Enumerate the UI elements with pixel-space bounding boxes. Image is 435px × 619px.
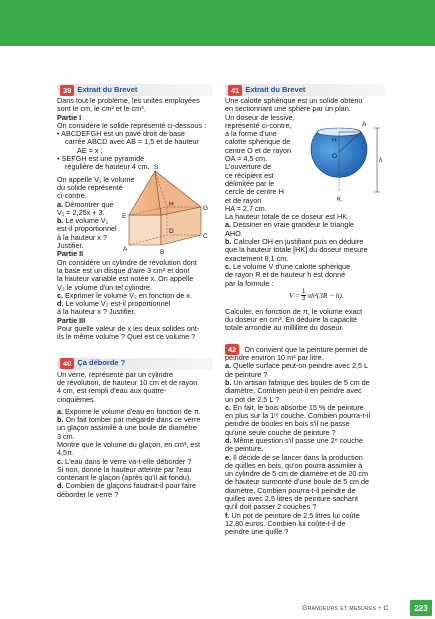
text-line: cinquièmes. (57, 394, 96, 404)
question-text: Même question s'il passe une 2ᵉ couche (231, 435, 363, 445)
text-line: 12,80 euros. Combien lui coûte-t-il de (225, 518, 346, 528)
vertex-label-c: C (203, 233, 208, 240)
question-label: f. (225, 510, 230, 520)
footer-separator: • (378, 605, 382, 612)
text-line: On convient que la peinture permet de (242, 344, 368, 354)
part-heading: Partie II (57, 249, 84, 259)
text-line: un pot de 2,5 L ? (225, 394, 280, 404)
text-line: Montre que le volume du glaçon, en cm³, est (57, 439, 201, 449)
question-label: d. (57, 299, 64, 309)
question-label: d. (225, 435, 232, 445)
text-line: la hauteur variable est notée x. On appelle (57, 274, 194, 284)
part-heading: Partie III (57, 315, 86, 325)
question-text: Calculer OH en justifiant puis en déduire (231, 237, 364, 247)
text-line: de révolution, de hauteur 10 cm et de rayon (57, 377, 198, 387)
text-line: déborder le verre ? (57, 489, 119, 499)
text-line: Justifier. (57, 241, 84, 251)
question-label: c. (57, 456, 64, 466)
text-line: un glaçon assimilé à une boule de diamètre (57, 423, 197, 433)
text-line: quilles avec 2,5 litres de peinture sachant (225, 494, 358, 504)
text-line: à la hauteur x ? (57, 232, 107, 242)
text-line: On considère le solide représenté ci-dessous : (57, 120, 207, 130)
text-line: carrée ABCD avec AB = 1,5 et de hauteur (65, 137, 200, 147)
text-line: peindre environ 10 m² par litre. (225, 353, 324, 363)
text-line: qu'il doit passer 2 couches ? (225, 502, 317, 512)
vertex-label-a: A (123, 246, 128, 253)
question-label: c. (57, 290, 64, 300)
question-text: On fait tomber par mégarde dans ce verre (63, 415, 201, 425)
exercise-number: 41 (228, 85, 242, 96)
text-line: HA = 2,7 cm. (225, 203, 267, 213)
text-line: On considère un cylindre de révolution dont (57, 257, 197, 267)
question-text: Combien de glaçons faudrait-il pour faire (63, 481, 197, 491)
vertex-label-b: B (160, 249, 165, 256)
spacer (57, 342, 213, 350)
question-label: a. (57, 199, 64, 209)
spherical-cap-figure (305, 114, 385, 204)
solid-figure-svg (121, 163, 209, 258)
text-line: par la formule : (225, 278, 274, 288)
exercise-40-header (57, 358, 213, 370)
exercise-number: 39 (60, 85, 74, 96)
point-label-o: O (332, 153, 338, 160)
text-line: calotte sphérique de (225, 137, 291, 147)
fraction-denominator: 3 (302, 296, 306, 303)
text-line: a la forme d'une (225, 129, 277, 139)
text-line: en plus sur la 1ʳᵉ couche. Combien pourra-t-il (225, 411, 371, 421)
text-line: centre O et de rayon (225, 145, 292, 155)
question-label: b. (57, 216, 64, 226)
question-label: c. (225, 261, 232, 271)
question-label: b. (225, 377, 232, 387)
exercise-title: Extrait du Brevet (77, 84, 138, 94)
solid-figure (121, 163, 209, 258)
formula-lhs: V = (289, 291, 301, 300)
text-line: Un doseur de lessive, (225, 112, 295, 122)
text-line: du solide représenté (57, 182, 123, 192)
question-label: a. (225, 220, 232, 230)
spherical-cap-svg (305, 114, 385, 204)
text-line: ci-contre. (57, 191, 87, 201)
text-line: ils le même volume ? Quel est ce volume ? (57, 332, 196, 342)
page-footer (302, 605, 389, 612)
text-line: V₂ le volume d'un tel cylindre. (57, 282, 152, 292)
text-line: de quilles en bois, qu'on pourra assimiler à (225, 460, 363, 470)
exercise-number: 42 (225, 344, 239, 355)
text-line: V₁ = 2,25x + 3. (57, 207, 105, 217)
exercise-39-header (57, 84, 213, 96)
text-line: la base est un disque d'aire 3 cm² et dont (57, 265, 190, 275)
text-line: Un verre, représenté par un cylindre (57, 369, 174, 379)
question-text: Il décide de se lancer dans la production (231, 452, 363, 462)
text-line: peindre une quille ? (225, 527, 289, 537)
text-line: qu'une seule couche de peinture ? (225, 427, 336, 437)
text-line: La hauteur totale de ce doseur est HK. (225, 212, 350, 222)
question-label: a. (225, 361, 232, 371)
question-text: Exprimer le volume V₂ en fonction de x. (63, 290, 192, 300)
text-line: de peinture ? (225, 369, 268, 379)
text-line: régulière de hauteur 4 cm. (65, 162, 150, 172)
text-line: 4,5π. (57, 448, 75, 458)
question-text: Un pot de peinture de 2,5 litres lui coûte (229, 510, 360, 520)
point-label-a: A (362, 121, 367, 128)
formula-fraction (301, 289, 306, 303)
question-text: Dessiner en vraie grandeur le triangle (231, 220, 354, 230)
text-line: Pour quelle valeur de x les deux solides ont- (57, 324, 200, 334)
bullet-line: • SEFGH est une pyramide (57, 154, 145, 164)
text-line: délimitée par le (225, 178, 275, 188)
text-line: en sectionnant une sphère par un plan. (225, 104, 351, 114)
vertex-label-h: H (169, 201, 174, 208)
exercise-title: Extrait du Brevet (245, 84, 306, 94)
question-text: Démontrer que (63, 199, 114, 209)
vertex-label-e: E (122, 213, 127, 220)
cuboid-front-face (129, 215, 161, 245)
text-line: est-il proportionnel (57, 224, 117, 234)
text-line: ce récipient est (225, 170, 274, 180)
part-heading: Partie I (57, 112, 82, 122)
question-label: e. (225, 452, 232, 462)
text-line: peindre de boules en bois s'il ne passe (225, 419, 350, 429)
question-a (225, 221, 385, 229)
question-text: Exprime le volume d'eau en fonction de π. (63, 406, 201, 416)
text-line: Calculer, en fonction de π, le volume exact (225, 306, 363, 316)
spacer (57, 350, 213, 358)
height-label-h: h (379, 156, 383, 164)
question-text: Le volume V₁ (63, 216, 109, 226)
text-line: AE = x ; (77, 145, 103, 155)
exercise-41-header (225, 84, 385, 96)
text-line: AHO. (225, 228, 243, 238)
text-line: de peinture. (225, 444, 264, 454)
text-line: sont le cm, le cm² et le cm³. (57, 104, 146, 114)
text-line: On appelle V₁ le volume (57, 174, 135, 184)
vertex-label-s: S (154, 164, 159, 171)
point-label-h: H (332, 137, 337, 144)
text-line: du doseur en cm³. En déduire la capacité (225, 315, 358, 325)
question-text: L'eau dans le verre va-t-elle déborder ? (63, 456, 192, 466)
text-line: Si non, donne la hauteur atteinte par l'eau (57, 464, 192, 474)
text-line: OA = 4,5 cm. (225, 154, 268, 164)
question-label: b. (225, 237, 232, 247)
question-text: Quelle surface peut-on peindre avec 2,5 L (231, 361, 369, 371)
text-line: diamètre. Combien peut-il en peindre avec (225, 386, 362, 396)
point-label-k: K (337, 196, 342, 203)
question-text: En fait, le bois absorbe 15 % de peinture (231, 402, 364, 412)
footer-section-title: Grandeurs et mesures (302, 605, 377, 612)
header-band (0, 0, 435, 46)
question-label: d. (57, 481, 64, 491)
formula-rhs: πh²(3R − h). (307, 291, 344, 300)
question-text: Un artisan fabrique des boules de 5 cm de (231, 377, 370, 387)
text-line: cercle de centre H (225, 187, 284, 197)
text-line: contenant le glaçon (après qu'il ait fondu). (57, 473, 192, 483)
volume-formula (225, 288, 385, 304)
text-line: 3 cm. (57, 431, 75, 441)
text-line: de hauteur surmonté d'une boule de 5 cm de (225, 477, 370, 487)
text-line: totale arrondie au millilitre du doseur. (225, 323, 344, 333)
bullet-line: • ABCDEFGH est un pavé droit de base (57, 129, 185, 139)
text-line: diamètre. Combien pourra-t-il peindre de (225, 485, 356, 495)
pyramid-side-face (155, 171, 201, 215)
vertex-label-d: D (169, 228, 174, 235)
text-line: exactement 8,1 cm. (225, 253, 289, 263)
exercise-number: 40 (60, 358, 74, 369)
question-text: Le volume V d'une calotte sphérique (231, 261, 351, 271)
text-line: que la hauteur totale [HK] du doseur mesure (225, 245, 368, 255)
question-label: b. (57, 415, 64, 425)
text-line: et de rayon (225, 195, 262, 205)
text-line: représenté ci-contre, (225, 120, 292, 130)
text-line: 4 cm, est rempli d'eau aux quatre- (57, 386, 167, 396)
page-number: 223 (410, 600, 432, 616)
text-line: Dans tout le problème, les unités employées (57, 96, 200, 105)
question-label: c. (225, 402, 232, 412)
fraction-numerator: 1 (302, 288, 306, 295)
question-label: a. (57, 406, 64, 416)
text-line: L'ouverture de (225, 162, 272, 172)
left-column (57, 84, 213, 499)
text-line: un cylindre de 5 cm de diamètre et de 20 cm (225, 469, 369, 479)
question-text: Le volume V₂ est-il proportionnel (63, 299, 171, 309)
spacer (225, 333, 385, 341)
vertex-label-g: G (203, 205, 209, 212)
text-line: à la hauteur x ? Justifier. (57, 307, 136, 317)
text-line: de rayon R et de hauteur h est donné (225, 270, 346, 280)
footer-chapter-letter: C (383, 605, 389, 612)
exercise-title: Ça déborde ? (77, 358, 126, 368)
text-line: Une calotte sphérique est un solide obtenu (225, 96, 363, 105)
